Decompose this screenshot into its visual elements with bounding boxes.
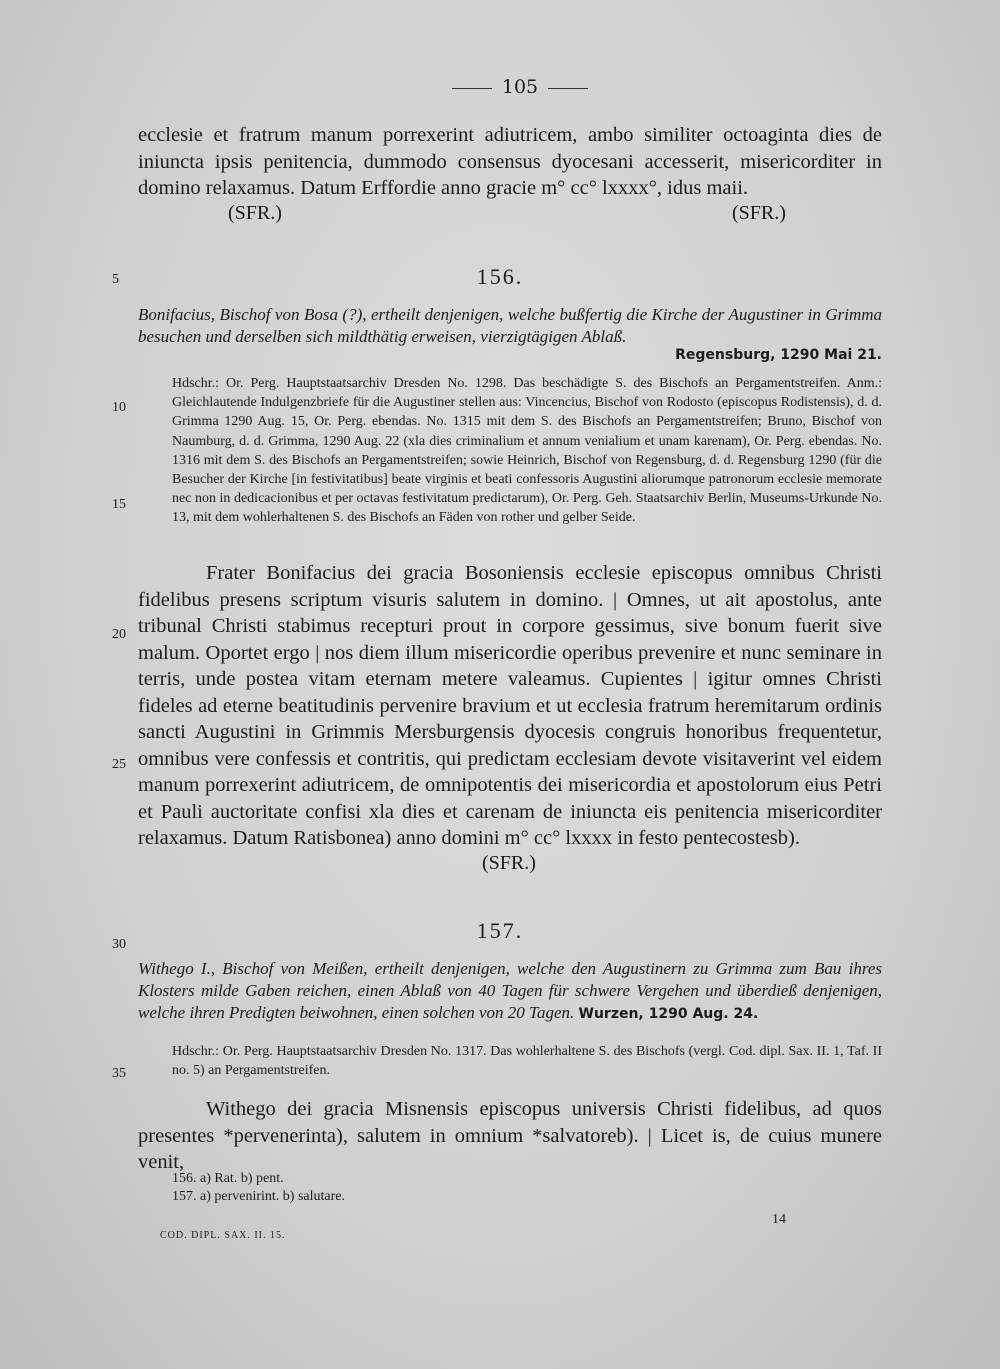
- page-number-text: 105: [501, 76, 539, 98]
- line-number: 30: [112, 937, 126, 952]
- intro-text: ecclesie et fratrum manum porrexerint adiutricem, ambo similiter octoaginta dies de iniuncta ipsis penitencia, dummodo consensus dyocesani accesserit, misericorditer in domino relaxamus. Datum Erffordie anno gracie m° cc° lxxxx°, idus maii.: [138, 124, 882, 199]
- folio-number: 14: [772, 1212, 786, 1227]
- footnote-157: 157. a) pervenirint. b) salutare.: [172, 1189, 345, 1204]
- doc156-dateline: Regensburg, 1290 Mai 21.: [675, 347, 882, 363]
- line-number: 20: [112, 627, 126, 642]
- doc157-text: Withego dei gracia Misnensis episcopus universis Christi fidelibus, ad quos presentes *pervenerinta), salutem in omnium *salvatoreb). | Licet is, de cuius munere venit,: [138, 1098, 882, 1173]
- signature-mark: COD. DIPL. SAX. II. 15.: [160, 1230, 286, 1241]
- seal-left: (SFR.): [228, 202, 282, 224]
- footnotes: [172, 1170, 572, 1206]
- doc156-notes: Hdschr.: Or. Perg. Hauptstaatsarchiv Dresden No. 1298. Das beschädigte S. des Bischofs an Pergamentstreifen. Anm.: Gleichlautende Indulgenzbriefe für die Augustiner stellen aus: Vincencius, Bischof von Rodosto (episcopus Rodistensis), d. d. Grimma 1290 Aug. 15, Or. Perg. ebendas. No. 1315 mit dem S. des Bischofs an Pergamentstreifen; Bruno, Bischof von Naumburg, d. d. Grimma, 1290 Aug. 22 (xla dies criminalium et annum venialium et unam karenam), Or. Perg. ebendas. No. 1316 mit dem S. des Bischofs an Pergamentstreifen; sowie Heinrich, Bischof von Regensburg, d. d. Regensburg 1290 (für die Besucher der Kirche [in festivitatibus] beate virginis et beati confessoris Augustini aliorumque patronorum ecclesie memorate nec non in dedicacionibus et per octavas festivitatum predictarum), Or. Perg. Geh. Staatsarchiv Berlin, Museums-Urkunde No. 13, mit dem wohlerhaltenen S. des Bischofs an Fäden von rother und gelber Seide.: [172, 376, 882, 526]
- doc156-number: 156.: [476, 264, 524, 289]
- seal-right: (SFR.): [732, 202, 786, 224]
- page-number: [440, 76, 600, 98]
- doc156-regest: Bonifacius, Bischof von Bosa (?), ertheilt denjenigen, welche bußfertig die Kirche der Augustiner in Grimma besuchen und derselben sich mildthätig erweisen, vierzigtägigen Ablaß.: [138, 305, 882, 346]
- line-number: 5: [112, 272, 119, 287]
- doc157-regest-text: Withego I., Bischof von Meißen, ertheilt denjenigen, welche den Augustinern zu Grimma zum Bau ihres Klosters milde Gaben reichen, einen Ablaß von 40 Tagen für schwere Vergehen und überdieß denjenigen, welche ihren Predigten beiwohnen, einen solchen von 20 Tagen.: [138, 959, 882, 1022]
- header-rule-right: [548, 88, 588, 89]
- line-number: 35: [112, 1066, 126, 1081]
- line-number: 10: [112, 400, 126, 415]
- doc157-notes: Hdschr.: Or. Perg. Hauptstaatsarchiv Dresden No. 1317. Das wohlerhaltene S. des Bischofs (vergl. Cod. dipl. Sax. II. 1, Taf. II no. 5) an Pergamentstreifen.: [172, 1044, 882, 1079]
- doc157-regest: [138, 958, 882, 1025]
- footnote-156: 156. a) Rat. b) pent.: [172, 1171, 284, 1186]
- intro-paragraph: [138, 122, 882, 202]
- header-rule-left: [452, 88, 492, 89]
- doc156-text: Frater Bonifacius dei gracia Bosoniensis ecclesie episcopus omnibus Christi fidelibus presens scriptum visuris salutem in domino. | Omnes, ut ait apostolus, ante tribunal Christi stabimus recepturi prout in corpore gessimus, sive bonum fuerit sive malum. Oportet ergo | nos diem illum misericordie operibus prevenire et nunc seminare in terris, unde postea vitam eternam metere valeamus. Cupientes | igitur omnes Christi fideles ad eterne beatitudinis pervenire bravium et ut ecclesia fratrum heremitarum ordinis sancti Augustini in Grimmis Mersburgensis dyocesis congruis honoribus frequentetur, omnibus vere confessis et contritis, qui predictam ecclesiam devote visitaverint vel eidem manum porrexerint adiutricem, de omnipotentis dei misericordia et apostolorum eius Petri et Pauli auctoritate confisi xla dies et carenam de iniuncta eis penitencia misericorditer relaxamus. Datum Ratisbonea) anno domini m° cc° lxxxx in festo pentecostesb).: [138, 562, 882, 849]
- line-number: 15: [112, 497, 126, 512]
- doc157-dateline: Wurzen, 1290 Aug. 24.: [578, 1006, 759, 1022]
- doc157-number: 157.: [476, 918, 524, 943]
- line-number: 25: [112, 757, 126, 772]
- doc156-seal: (SFR.): [482, 852, 536, 874]
